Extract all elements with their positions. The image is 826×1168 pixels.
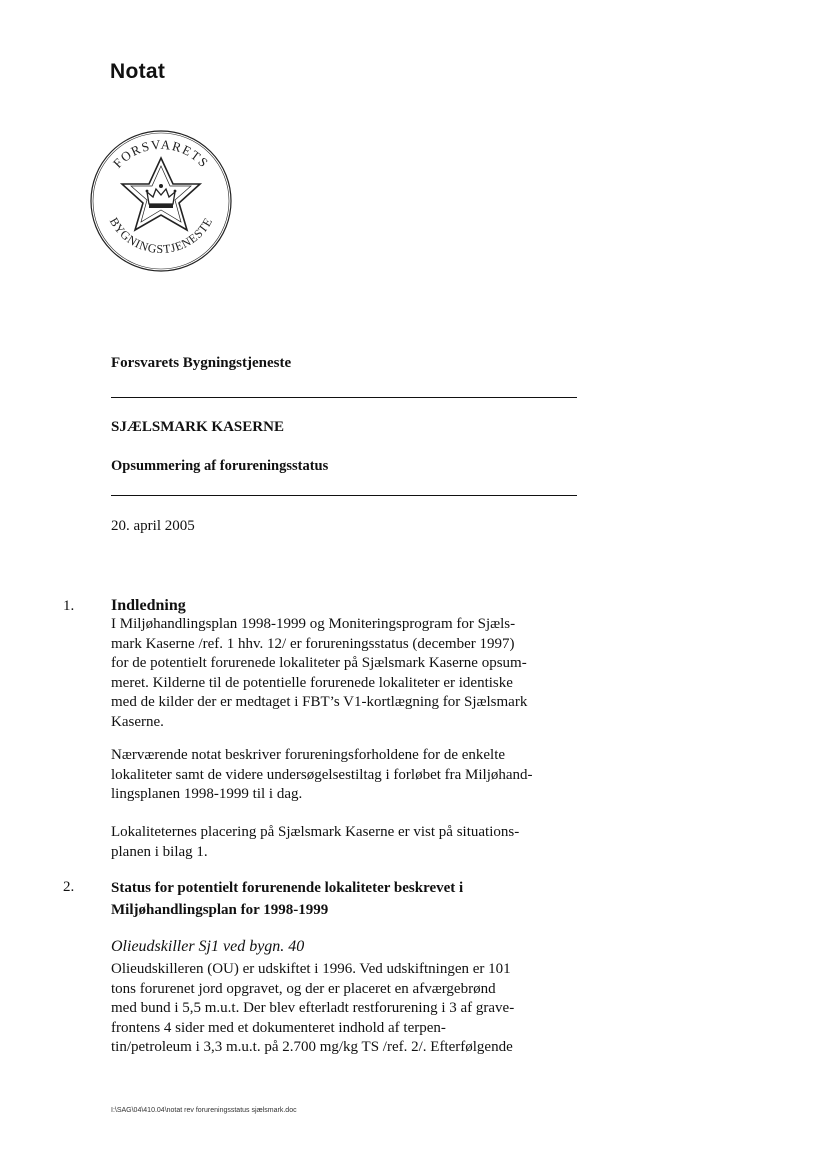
text-line: med de kilder der er medtaget i FBT’s V1-kortlægning for Sjælsmark [111, 694, 528, 711]
footer-file-path: I:\SAG\04\410.04\notat rev forureningsstatus sjælsmark.doc [111, 1107, 297, 1114]
paragraph [111, 746, 571, 805]
text-line: planen i bilag 1. [111, 843, 208, 860]
organization-name: Forsvarets Bygningstjeneste [111, 355, 292, 371]
heading-line: Status for potentielt forurenende lokaliteter beskrevet i [111, 880, 464, 896]
forsvarets-bygningstjeneste-seal [86, 126, 236, 276]
text-line: Olieudskilleren (OU) er udskiftet i 1996. Ved udskiftningen er 101 [111, 961, 511, 977]
text-line: mark Kaserne /ref. 1 hhv. 12/ er forureningsstatus (december 1997) [111, 635, 515, 652]
paragraph [111, 960, 571, 1058]
svg-text:BYGNINGSTJENESTE: BYGNINGSTJENESTE [106, 215, 216, 257]
svg-text:FORSVARETS: FORSVARETS [109, 136, 213, 171]
text-line: for de potentielt forurenede lokaliteter på Sjælsmark Kaserne opsum- [111, 655, 527, 672]
document-date: 20. april 2005 [111, 518, 195, 534]
text-line: Lokaliteternes placering på Sjælsmark Kaserne er vist på situations- [111, 824, 520, 840]
text-line: Kaserne. [111, 713, 164, 730]
paragraph [111, 823, 571, 862]
subject-title: SJÆLSMARK KASERNE [111, 419, 284, 435]
section-heading [111, 877, 571, 921]
text-line: lokaliteter samt de videre undersøgelsestiltag i forløbet fra Miljøhand- [111, 766, 533, 783]
text-line: tons forurenet jord opgravet, og der er placeret en afværgebrønd [111, 980, 496, 997]
text-line: med bund i 5,5 m.u.t. Der blev efterladt restforurening i 3 af grave- [111, 1000, 515, 1017]
sub-heading: Olieudskiller Sj1 ved bygn. 40 [111, 938, 305, 955]
text-line: lingsplanen 1998-1999 til i dag. [111, 786, 303, 803]
crown-icon [146, 184, 177, 208]
divider [111, 397, 577, 398]
paragraph [111, 615, 571, 733]
section-number: 2. [63, 879, 75, 895]
text-line: Nærværende notat beskriver forureningsforholdene for de enkelte [111, 747, 506, 763]
text-line: I Miljøhandlingsplan 1998-1999 og Moniteringsprogram for Sjæls- [111, 616, 516, 632]
heading-line: Miljøhandlingsplan for 1998-1999 [111, 902, 329, 918]
text-line: meret. Kilderne til de potentielle forurenede lokaliteter er identiske [111, 674, 513, 691]
divider [111, 495, 577, 496]
section-number: 1. [63, 598, 75, 614]
text-line: tin/petroleum i 3,3 m.u.t. på 2.700 mg/kg TS /ref. 2/. Efterfølgende [111, 1039, 513, 1056]
document-title: Notat [110, 60, 166, 83]
text-line: frontens 4 sider med et dokumenteret indhold af terpen- [111, 1019, 446, 1036]
subtitle: Opsummering af forureningsstatus [111, 458, 329, 474]
section-heading: Indledning [111, 597, 186, 614]
